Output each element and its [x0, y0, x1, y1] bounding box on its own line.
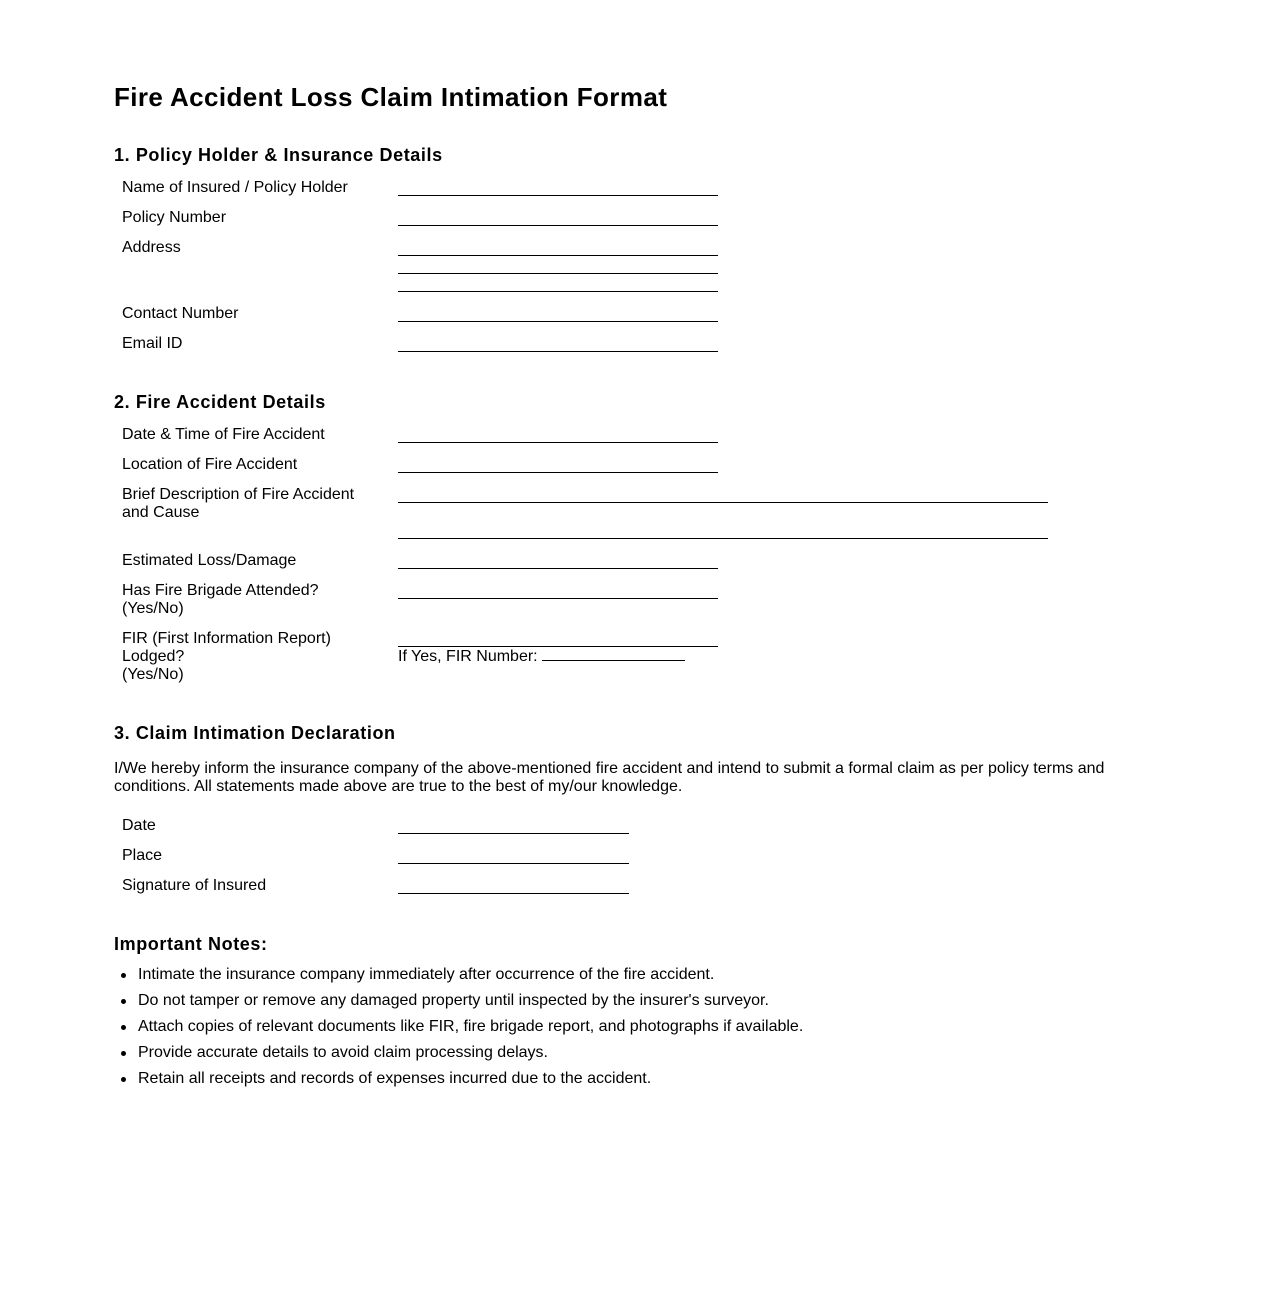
note-text: Attach copies of relevant documents like FIR, fire brigade report, and photographs if available.	[138, 1018, 804, 1035]
accident-description-label-line-2: and Cause	[122, 504, 200, 521]
list-item	[138, 1014, 1138, 1040]
field-row-place	[122, 847, 1122, 867]
field-row-contact-number	[122, 305, 1122, 325]
field-row-insured-name	[122, 179, 1122, 199]
section-1-heading: 1. Policy Holder & Insurance Details	[114, 145, 443, 165]
insured-name-label: Name of Insured / Policy Holder	[122, 179, 348, 196]
notes-heading: Important Notes:	[114, 934, 268, 954]
field-row-fir-lodged	[122, 630, 1122, 683]
accident-description-label-line-1: Brief Description of Fire Accident	[122, 486, 355, 503]
fir-lodged-blank[interactable]	[398, 646, 718, 647]
section-2-heading: 2. Fire Accident Details	[114, 392, 326, 412]
insured-name-blank[interactable]	[398, 195, 718, 196]
accident-datetime-label: Date & Time of Fire Accident	[122, 426, 325, 443]
signature-label: Signature of Insured	[122, 877, 267, 894]
place-label: Place	[122, 847, 163, 864]
list-item	[138, 988, 1138, 1014]
email-blank[interactable]	[398, 351, 718, 352]
fir-number-field	[398, 648, 685, 666]
address-blank-line-3[interactable]	[398, 291, 718, 292]
section-3-heading: 3. Claim Intimation Declaration	[114, 723, 396, 743]
notes-list	[114, 962, 1138, 1092]
list-item	[138, 1040, 1138, 1066]
field-row-policy-number	[122, 209, 1122, 229]
fir-lodged-label	[122, 630, 382, 684]
field-row-date	[122, 817, 1122, 837]
list-item	[138, 1066, 1138, 1092]
place-blank[interactable]	[398, 863, 629, 864]
note-text: Intimate the insurance company immediately after occurrence of the fire accident.	[138, 966, 715, 983]
bullet-icon	[121, 1077, 126, 1082]
fire-brigade-label-line-1: Has Fire Brigade Attended?	[122, 582, 319, 599]
bullet-icon	[121, 1025, 126, 1030]
fire-brigade-label-line-2: (Yes/No)	[122, 600, 184, 617]
field-row-address	[122, 239, 1122, 259]
accident-description-blank-line-1[interactable]	[398, 502, 1048, 503]
field-row-signature	[122, 877, 1122, 897]
note-text: Do not tamper or remove any damaged property until inspected by the insurer's surveyor.	[138, 992, 769, 1009]
address-label: Address	[122, 239, 181, 256]
accident-description-label	[122, 486, 382, 522]
fir-number-label: If Yes, FIR Number:	[398, 648, 538, 665]
fire-brigade-label	[122, 582, 382, 618]
fire-brigade-blank[interactable]	[398, 598, 718, 599]
bullet-icon	[121, 999, 126, 1004]
field-row-accident-datetime	[122, 426, 1122, 446]
contact-number-blank[interactable]	[398, 321, 718, 322]
fir-lodged-label-line-3: (Yes/No)	[122, 666, 184, 683]
accident-location-blank[interactable]	[398, 472, 718, 473]
fir-lodged-label-line-1: FIR (First Information Report)	[122, 630, 331, 647]
policy-number-label: Policy Number	[122, 209, 227, 226]
document-title: Fire Accident Loss Claim Intimation Format	[114, 82, 668, 112]
email-label: Email ID	[122, 335, 183, 352]
estimated-loss-blank[interactable]	[398, 568, 718, 569]
field-row-accident-description	[122, 486, 1122, 521]
field-row-accident-location	[122, 456, 1122, 476]
bullet-icon	[121, 973, 126, 978]
field-row-email	[122, 335, 1122, 355]
date-label: Date	[122, 817, 156, 834]
signature-blank[interactable]	[398, 893, 629, 894]
policy-number-blank[interactable]	[398, 225, 718, 226]
declaration-text: I/We hereby inform the insurance company of the above-mentioned fire accident and intend to submit a formal claim as per policy terms and conditions. All statements made above are true to the best of my/our knowledge.	[114, 760, 1105, 795]
note-text: Provide accurate details to avoid claim processing delays.	[138, 1044, 548, 1061]
contact-number-label: Contact Number	[122, 305, 239, 322]
date-blank[interactable]	[398, 833, 629, 834]
field-row-fire-brigade	[122, 582, 1122, 617]
address-blank-line-1[interactable]	[398, 255, 718, 256]
accident-description-blank-line-2[interactable]	[398, 538, 1048, 539]
note-text: Retain all receipts and records of expenses incurred due to the accident.	[138, 1070, 652, 1087]
fir-lodged-label-line-2: Lodged?	[122, 648, 185, 665]
bullet-icon	[121, 1051, 126, 1056]
estimated-loss-label: Estimated Loss/Damage	[122, 552, 297, 569]
list-item	[138, 962, 1138, 988]
accident-datetime-blank[interactable]	[398, 442, 718, 443]
accident-location-label: Location of Fire Accident	[122, 456, 298, 473]
field-row-estimated-loss	[122, 552, 1122, 572]
address-blank-line-2[interactable]	[398, 273, 718, 274]
fir-number-blank[interactable]	[542, 648, 685, 661]
